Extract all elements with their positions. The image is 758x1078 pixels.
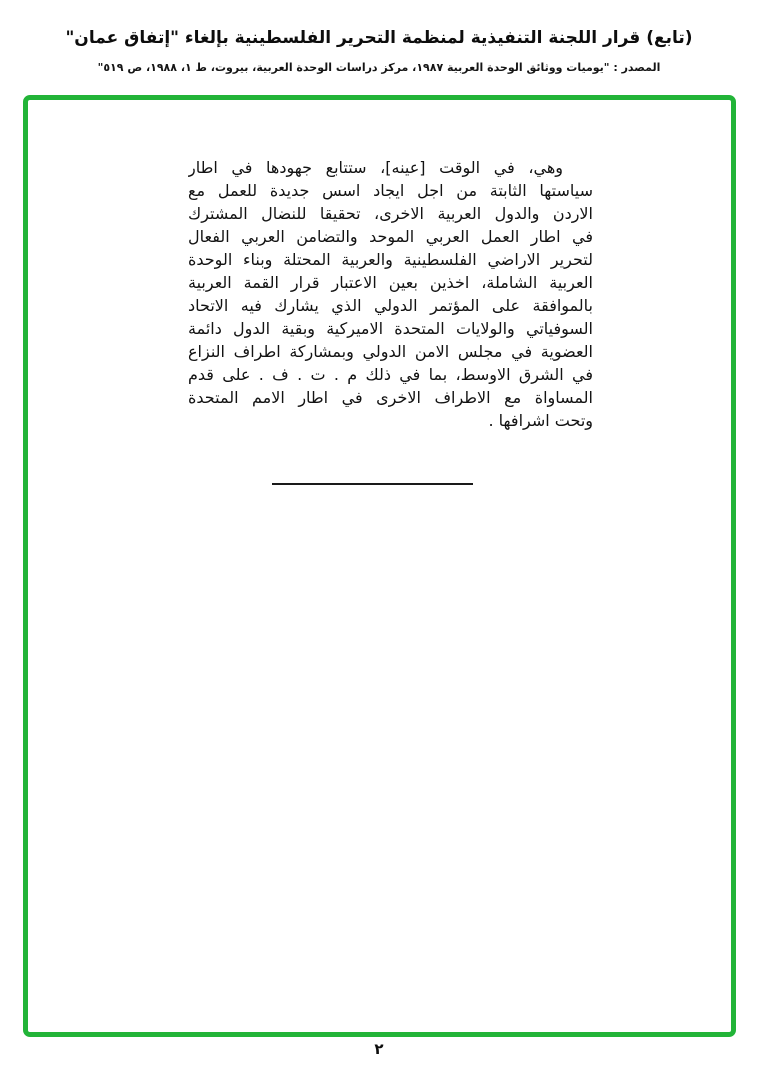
page-number: ٢	[374, 1040, 384, 1058]
body-line: الاردن والدول العربية الاخرى، تحقيقا للنضال المشترك	[188, 204, 593, 223]
body-line: وهي، في الوقت [عينه]، ستتابع جهودها في اطار	[188, 158, 563, 177]
body-line: في الشرق الاوسط، بما في ذلك م . ت . ف . على قدم	[188, 365, 593, 384]
body-line: العربية الشاملة، اخذين بعين الاعتبار قرار القمة العربية	[188, 273, 593, 292]
body-line: وتحت اشرافها .	[488, 411, 593, 430]
body-line: المساواة مع الاطراف الاخرى في اطار الامم المتحدة	[188, 388, 593, 407]
body-line: بالموافقة على المؤتمر الدولي الذي يشارك فيه الاتحاد	[188, 296, 593, 315]
body-line: العضوية في مجلس الامن الدولي وبمشاركة اطراف النزاع	[188, 342, 593, 361]
body-line: سياستها الثابتة من اجل ايجاد اسس جديدة للعمل مع	[188, 181, 593, 200]
source-citation: المصدر : "يوميات ووثائق الوحدة العربية ١٩٨٧، مركز دراسات الوحدة العربية، بيروت، ط ١، ١٩٨٨، ص ٥١٩"	[97, 61, 661, 74]
document-title: (تابع) قرار اللجنة التنفيذية لمنظمة التحرير الفلسطينية بإلغاء "إتفاق عمان"	[65, 28, 693, 48]
body-paragraph	[188, 156, 593, 432]
page-frame	[23, 95, 736, 1037]
body-line: لتحرير الاراضي الفلسطينية والعربية المحتلة وبناء الوحدة	[188, 250, 593, 269]
section-divider	[272, 483, 473, 485]
body-line: السوفياتي والولايات المتحدة الاميركية وبقية الدول دائمة	[188, 319, 593, 338]
body-line: في اطار العمل العربي الموحد والتضامن العربي الفعال	[188, 227, 593, 246]
